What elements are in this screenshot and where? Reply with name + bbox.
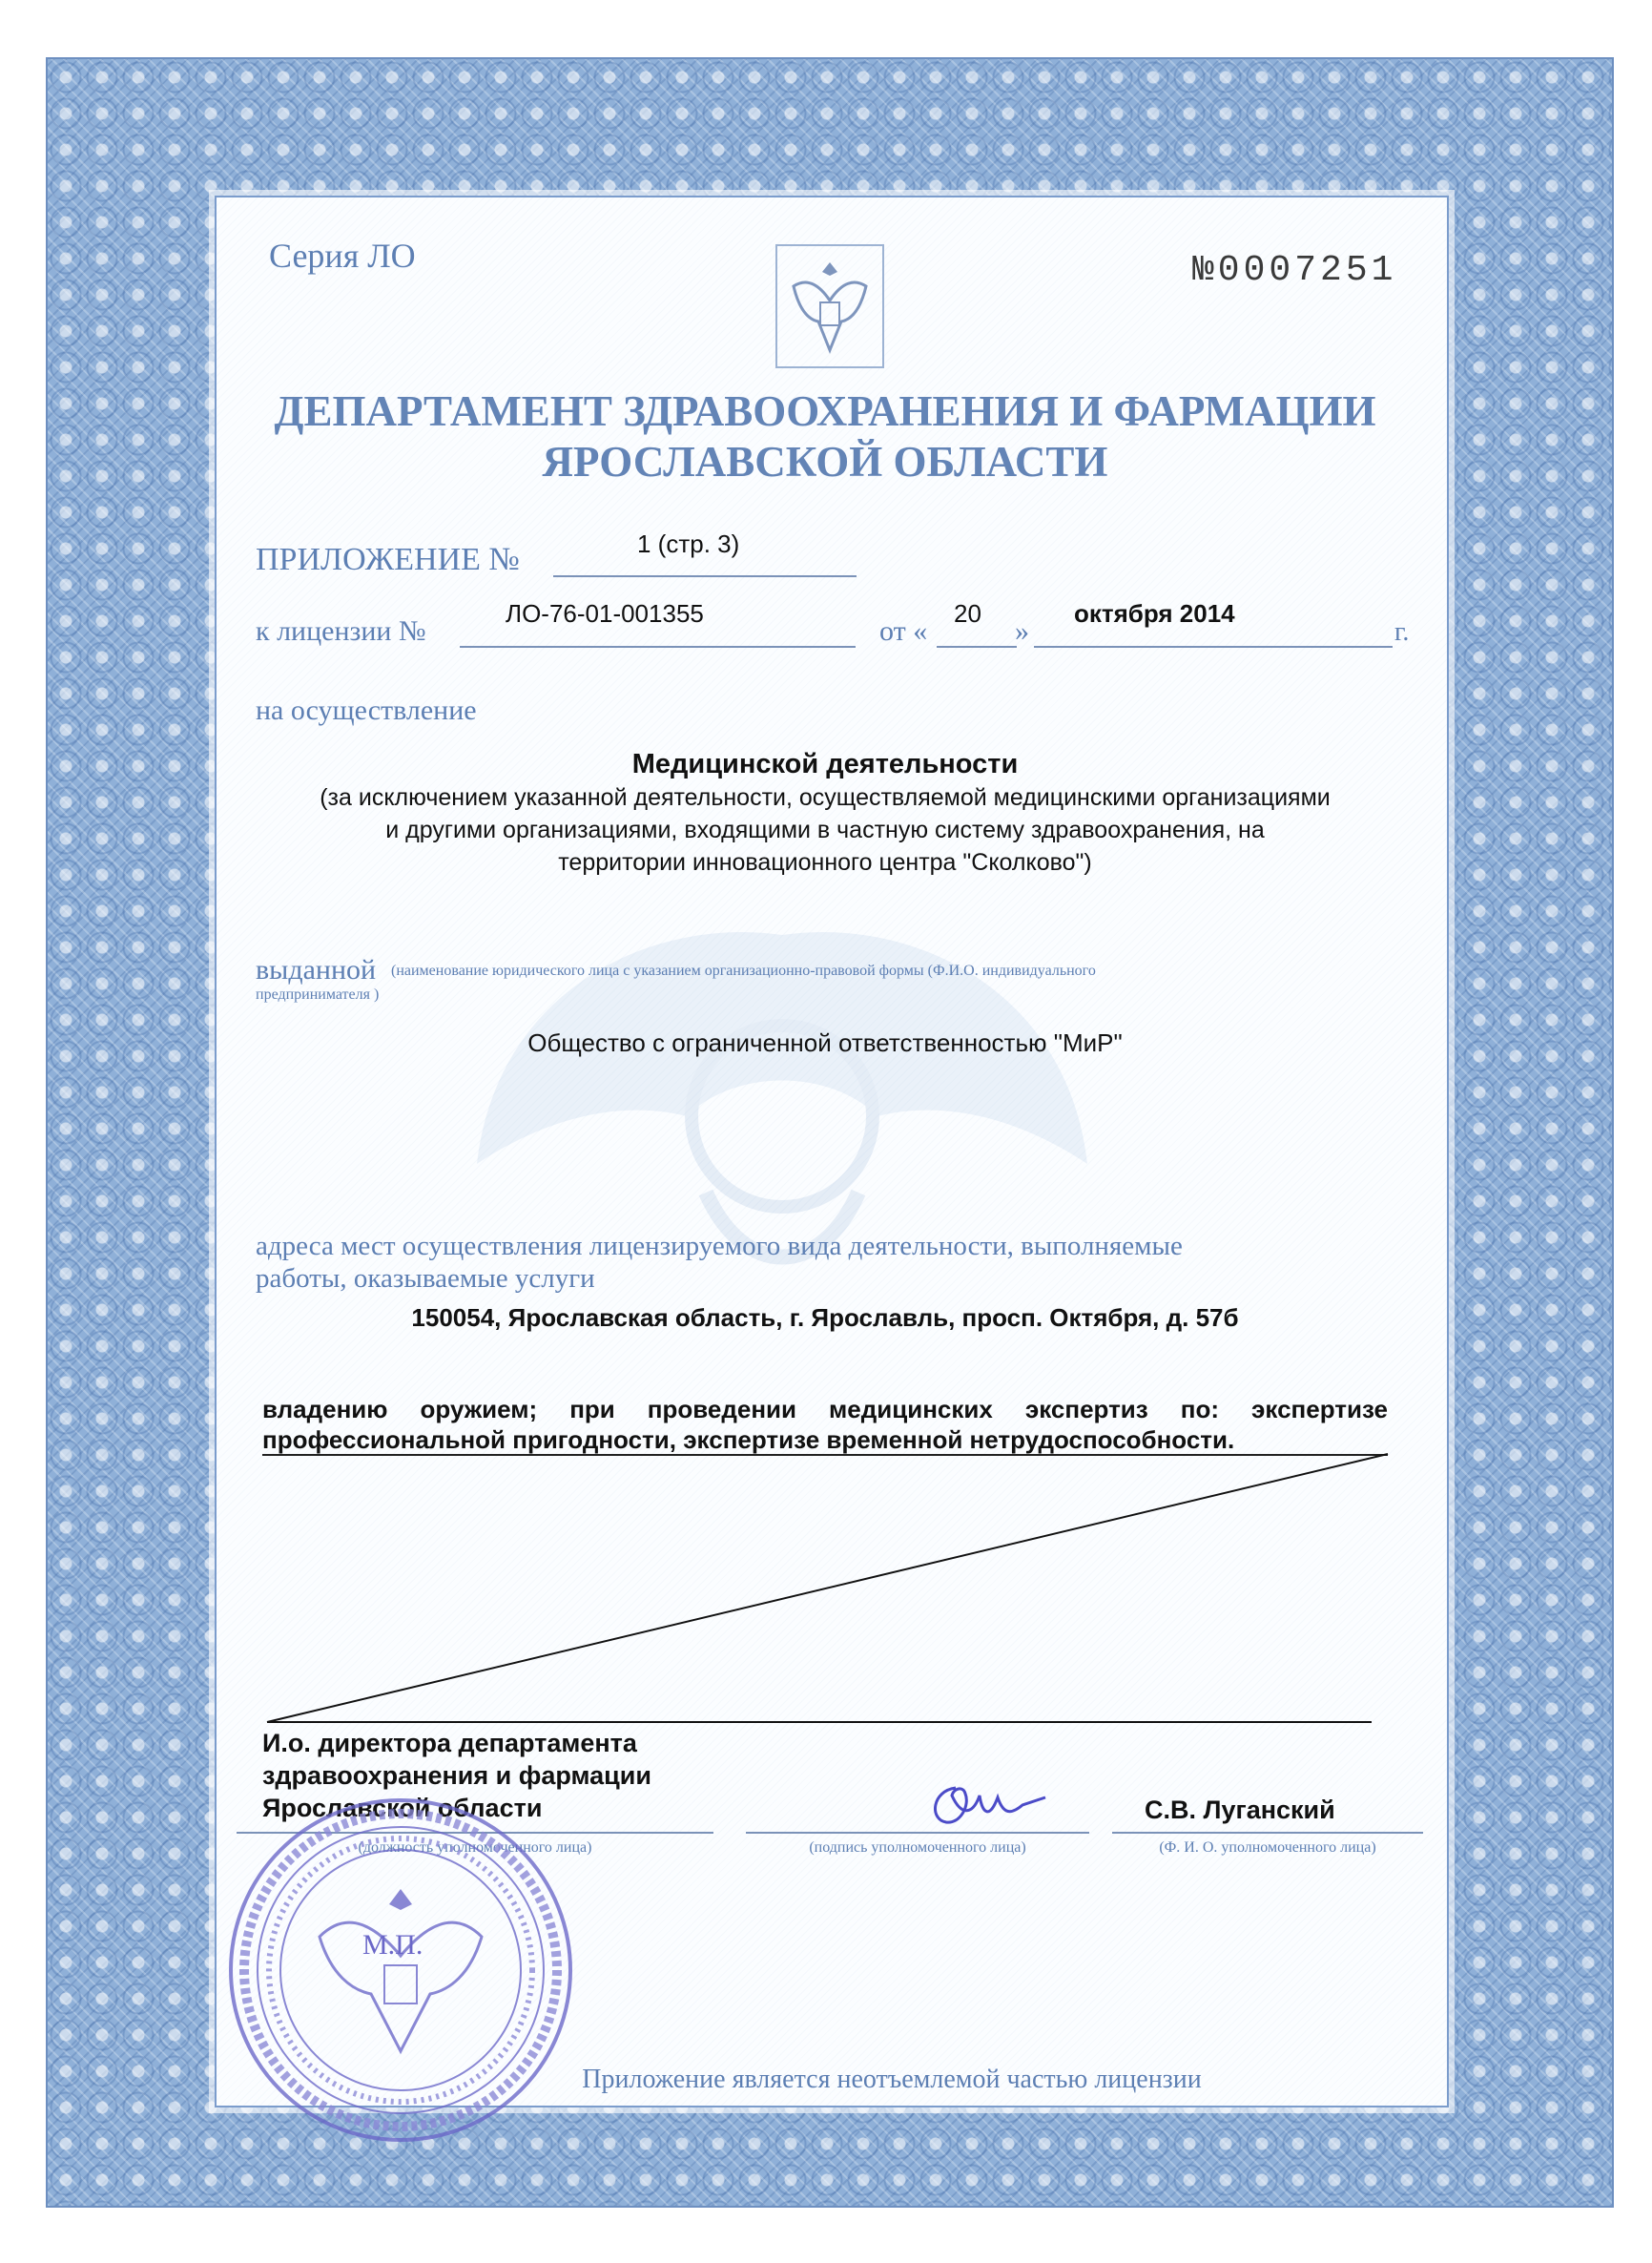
activity-description-line3: территории инновационного центра "Сколково") [558,849,1092,876]
issued-note-line2: предпринимателя ) [256,986,380,1003]
department-title-line1: ДЕПАРТАМЕНТ ЗДРАВООХРАНЕНИЯ И ФАРМАЦИИ [274,387,1376,435]
license-number: ЛО-76-01-001355 [506,599,704,628]
works-line1: владению оружием; при проведении медицинских экспертиз по: экспертизе [262,1395,1388,1423]
signatory-position-line3: Ярославской области [262,1794,543,1822]
license-from-label: от « [879,615,928,647]
series-label: Серия ЛО [269,237,416,275]
activity-description-line1: (за исключением указанной деятельности, осуществляемой медицинскими организациями [320,784,1331,811]
license-year-suffix: г. [1394,617,1410,647]
stamp-mp-label: М.П. [362,1929,423,1961]
activity-description-line2: и другими организациями, входящими в частную систему здравоохранения, на [385,817,1265,843]
organization-name: Общество с ограниченной ответственностью "МиР" [527,1028,1123,1057]
handwritten-signature-icon [927,1776,1051,1834]
works-line2: профессиональной пригодности, экспертизе временной нетрудоспособности. [262,1425,1235,1454]
address-label-line1: адреса мест осуществления лицензируемого вида деятельности, выполняемые [256,1231,1183,1261]
appendix-label: ПРИЛОЖЕНИЕ № [256,542,520,577]
name-caption: (Ф. И. О. уполномоченного лица) [1159,1839,1376,1856]
position-caption: (должность уполномоченного лица) [358,1839,592,1856]
blank-space-strikeout [258,1450,1402,1736]
signatory-position-line1: И.о. директора департамента [262,1729,637,1757]
form-number: №0007251 [1192,250,1397,291]
address-label-line2: работы, оказываемые услуги [256,1263,595,1294]
address-value: 150054, Ярославская область, г. Ярославль, просп. Октября, д. 57б [411,1303,1239,1332]
signatory-position-line2: здравоохранения и фармации [262,1761,651,1790]
license-close-quote: » [1015,615,1029,647]
signatory-name: С.В. Луганский [1145,1796,1335,1824]
footer-note: Приложение является неотъемлемой частью лицензии [582,2065,1202,2094]
activity-intro: на осуществление [256,695,477,726]
signature-caption: (подпись уполномоченного лица) [809,1839,1026,1856]
issued-label: выданной [256,954,377,986]
license-day: 20 [954,599,981,628]
appendix-number: 1 (стр. 3) [637,529,740,558]
activity-title: Медицинской деятельности [631,749,1019,779]
license-month-year: октября 2014 [1074,599,1235,628]
license-label: к лицензии № [256,615,426,647]
coat-of-arms-icon [774,243,885,369]
issued-note-line1: (наименование юридического лица с указанием организационно-правовой формы (Ф.И.О. индивидуального [391,963,1096,979]
department-title-line2: ЯРОСЛАВСКОЙ ОБЛАСТИ [542,438,1108,486]
